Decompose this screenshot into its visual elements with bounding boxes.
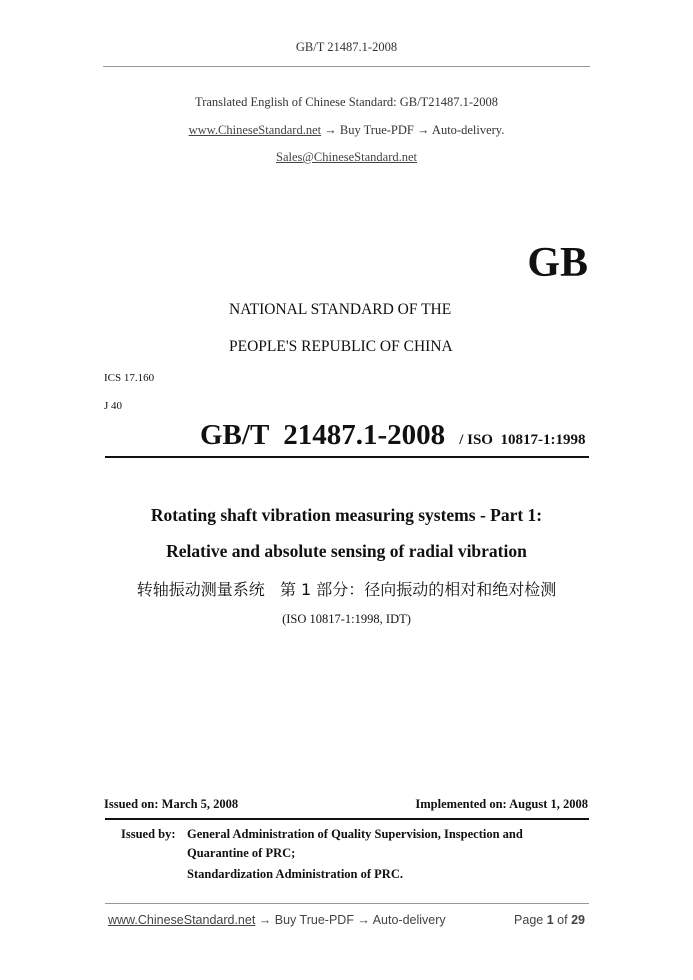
- page-number: 1: [546, 913, 554, 927]
- national-standard-line1: NATIONAL STANDARD OF THE: [229, 301, 452, 318]
- page-indicator: [514, 913, 585, 927]
- footer-rule: [105, 903, 589, 904]
- page-total: 29: [571, 913, 585, 927]
- ccs-code: J 40: [104, 400, 123, 412]
- title-en-line2: Relative and absolute sensing of radial vibration: [166, 541, 527, 561]
- email-line: [0, 150, 693, 165]
- website-link[interactable]: www.ChineseStandard.net: [188, 123, 322, 137]
- header-rule: [103, 66, 590, 67]
- iso-reference: / ISO 10817-1:1998: [459, 432, 586, 448]
- standard-number: GB/T 21487.1-2008: [200, 419, 446, 451]
- page-label: Page: [514, 913, 544, 927]
- title-rule-top: [105, 456, 589, 458]
- implemented-date: Implemented on: August 1, 2008: [415, 797, 588, 811]
- issuer-line3: Standardization Administration of PRC.: [187, 867, 403, 881]
- issuer-line2: Quarantine of PRC;: [187, 846, 296, 860]
- email-link[interactable]: Sales@ChineseStandard.net: [276, 150, 417, 164]
- issued-date: Issued on: March 5, 2008: [104, 797, 239, 811]
- footer-purchase-line: [108, 913, 446, 927]
- footer-purchase-text: → Buy True-PDF → Auto-delivery: [258, 913, 446, 927]
- national-standard-line2: PEOPLE'S REPUBLIC OF CHINA: [229, 338, 453, 355]
- iso-equivalence: (ISO 10817-1:1998, IDT): [282, 612, 411, 626]
- dates-rule: [105, 818, 589, 820]
- translation-notice: Translated English of Chinese Standard: GB/T21487.1-2008: [195, 95, 498, 109]
- standard-number-line: [200, 419, 585, 452]
- running-head: GB/T 21487.1-2008: [295, 40, 398, 54]
- purchase-line: [0, 123, 693, 138]
- issuer-label: Issued by:: [121, 827, 176, 841]
- purchase-text: → Buy True-PDF → Auto-delivery.: [324, 123, 505, 137]
- gb-mark: GB: [527, 240, 588, 286]
- title-en-line1: Rotating shaft vibration measuring systems - Part 1:: [150, 505, 543, 525]
- issuer-line1: General Administration of Quality Supervision, Inspection and: [187, 827, 523, 841]
- title-zh: 转轴振动测量系统 第 1 部分：径向振动的相对和绝对检测: [136, 580, 557, 599]
- of-label: of: [557, 913, 568, 927]
- footer-website-link[interactable]: www.ChineseStandard.net: [108, 913, 256, 927]
- ics-code: ICS 17.160: [104, 372, 155, 384]
